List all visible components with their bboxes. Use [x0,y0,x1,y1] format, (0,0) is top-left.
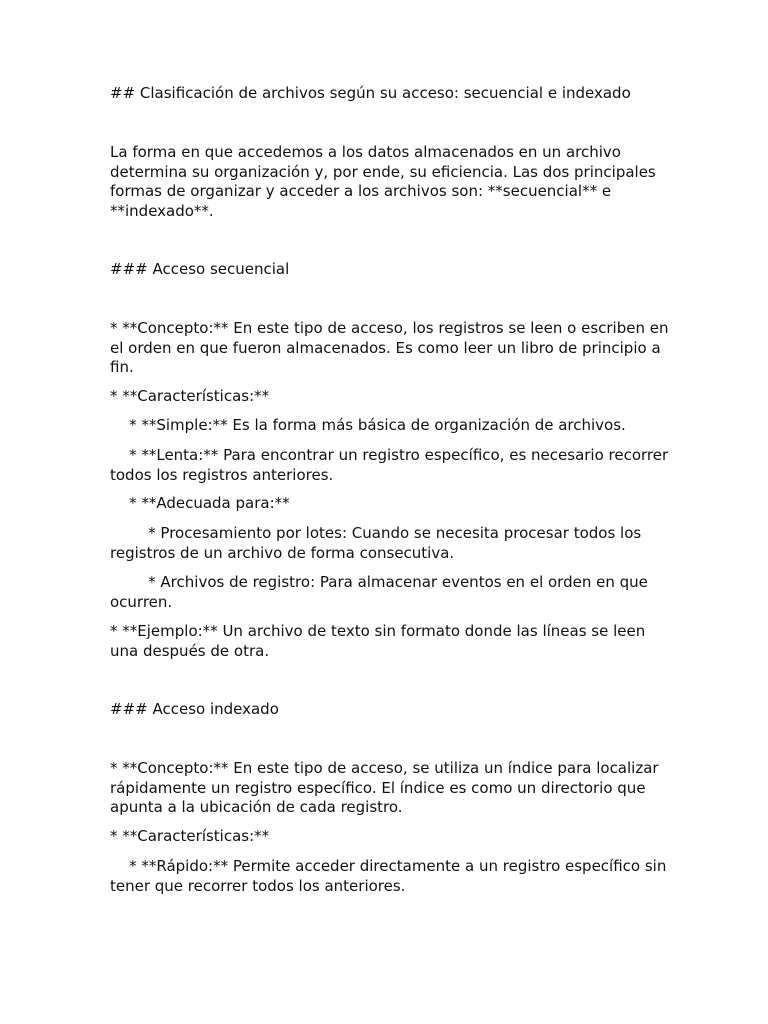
sequential-logs: * Archivos de registro: Para almacenar eventos en el orden en que ocurren. [110,573,653,611]
indexed-fast: * **Rápido:** Permite acceder directamente a un registro específico sin tener que recorrer todos los anteriores. [110,857,672,895]
sequential-heading: ### Acceso secuencial [110,260,290,278]
indexed-heading: ### Acceso indexado [110,700,279,718]
sequential-batch: * Procesamiento por lotes: Cuando se necesita procesar todos los registros de un archivo de forma consecutiva. [110,524,646,562]
sequential-simple: * **Simple:** Es la forma más básica de organización de archivos. [110,416,626,434]
document-heading: ## Clasificación de archivos según su acceso: secuencial e indexado [110,84,631,102]
indexed-concept: * **Concepto:** En este tipo de acceso, se utiliza un índice para localizar rápidamente un registro específico. El índice es como un directorio que apunta a la ubicación de cada registro. [110,759,664,817]
sequential-suited-label: * **Adecuada para:** [110,494,290,512]
sequential-concept: * **Concepto:** En este tipo de acceso, los registros se leen o escriben en el orden en que fueron almacenados. Es como leer un libro de principio a fin. [110,319,674,377]
indexed-features-label: * **Características:** [110,827,270,845]
sequential-example: * **Ejemplo:** Un archivo de texto sin formato donde las líneas se leen una después de otra. [110,622,651,660]
intro-paragraph: La forma en que accedemos a los datos almacenados en un archivo determina su organización y, por ende, su eficiencia. Las dos principales formas de organizar y acceder a los archivos son: **secuencial** e **indexado**. [110,143,661,220]
sequential-features-label: * **Características:** [110,387,270,405]
sequential-slow: * **Lenta:** Para encontrar un registro específico, es necesario recorrer todos los registros anteriores. [110,446,673,484]
